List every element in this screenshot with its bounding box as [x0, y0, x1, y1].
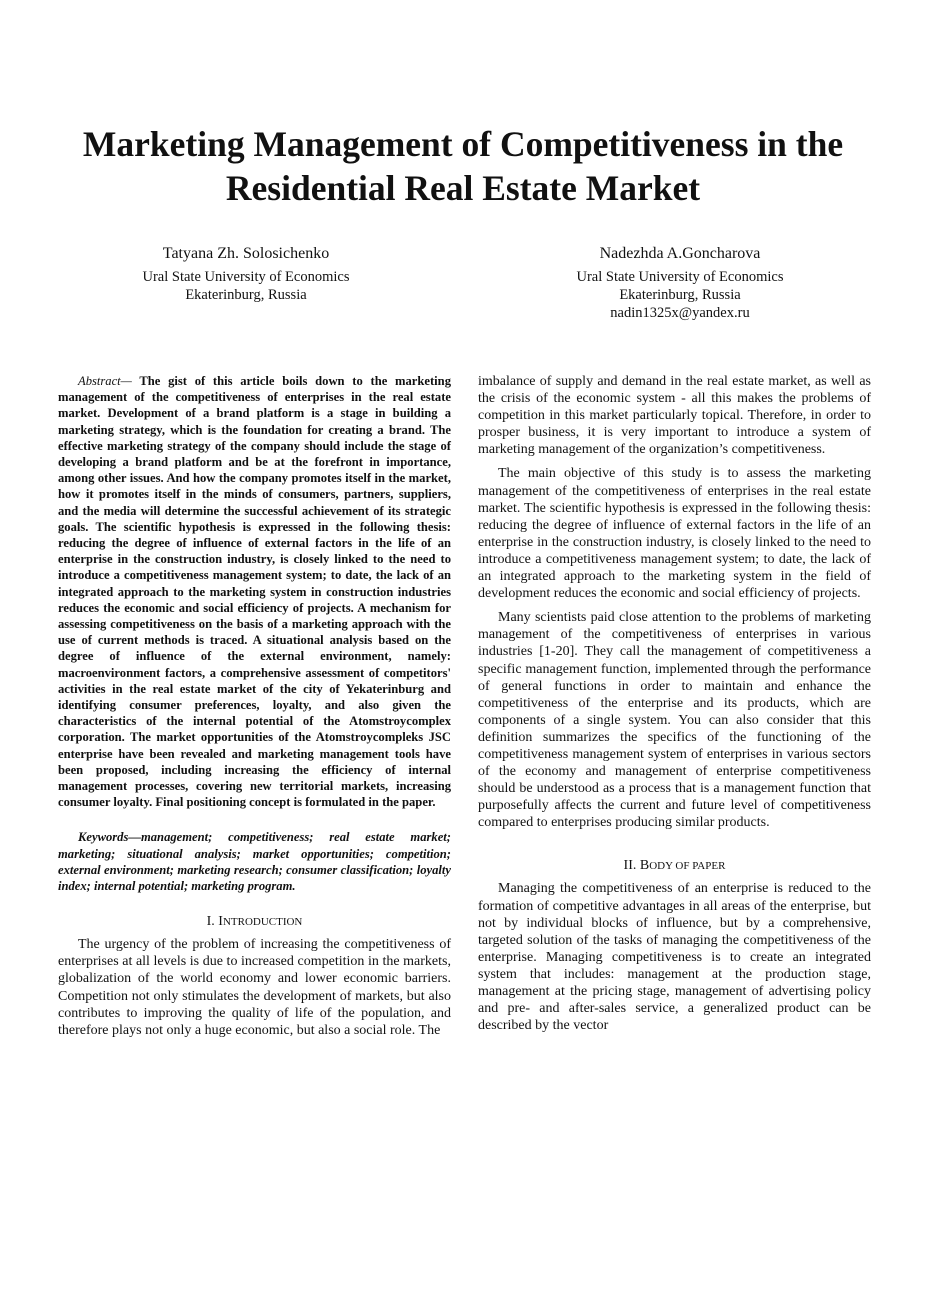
- paragraph: The main objective of this study is to assess the marketing management of the competitiveness of enterprises in the real estate market. The scientific hypothesis is expressed in the following thesis: reducing the degree of influence of external factors in the life of an enterprise in the construction industry, is closely linked to the need to introduce a competitiveness management system; to date, the lack of an integrated approach to the marketing system in the field of development reduces the economic and social efficiency of projects.: [478, 466, 871, 602]
- paragraph: The urgency of the problem of increasing the competitiveness of enterprises at all levels is due to increased competition in the markets, globalization of the world economy and lower economic barriers. Competition not only stimulates the development of markets, but also contributes to improving the quality of life of the population, and therefore plays not only a huge economic, but also a social role. The: [58, 937, 451, 1038]
- author-email[interactable]: nadin1325x@yandex.ru: [610, 305, 750, 321]
- left-column: [58, 373, 451, 1046]
- author-name: Tatyana Zh. Solosichenko: [162, 245, 330, 262]
- author-location: Ekaterinburg, Russia: [185, 287, 307, 303]
- abstract-label: Abstract—: [78, 374, 132, 388]
- keywords: Keywords—management; competitiveness; real estate market; marketing; situational analysis; market opportunities; competition; external environment; marketing research; consumer classification; loyalty index; internal potential; marketing program.: [58, 830, 451, 894]
- abstract: [58, 373, 451, 810]
- abstract-text: The gist of this article boils down to the marketing management of the competitiveness of enterprises in the real estate market. Development of a brand platform is a stage in building a marketing strategy, which is the foundation for creating a brand. The effective marketing strategy of the company should include the stage of developing a brand platform and be at the forefront in importance, among other issues. And how the company promotes itself in the market, how it promotes itself in the minds of consumers, partners, suppliers, and the media will determine the successful achievement of its strategic goals. The scientific hypothesis is expressed in the following thesis: reducing the degree of influence of external factors in the life of an enterprise in the construction industry, is closely linked to the need to introduce a competitiveness management system; to date, the lack of an integrated approach to the marketing system in construction industries reduces the economic and social efficiency of projects. A mechanism for assessing competitiveness on the basis of a marketing approach with the use of current methods is traced. A situational analysis based on the degree of influence of the external environment, namely: macroenvironment factors, a comprehensive assessment of competitors' activities in the real estate market of the city of Yekaterinburg and identifying consumer preferences, loyalty, and also given the characteristics of the internal potential of the Atomstroycomplex corporation. The market opportunities of the Atomstroycompleks JSC enterprise have been revealed and marketing management tools have been proposed, including increasing the efficiency of internal management processes, covering new territorial markets, increasing consumer loyalty. Final positioning concept is formulated in the paper.: [58, 374, 451, 810]
- author-affiliation: Ural State University of Economics: [576, 269, 784, 285]
- right-column: [478, 373, 871, 1041]
- author-block-1: [36, 244, 456, 304]
- section-heading-introduction: I. INTRODUCTION: [206, 914, 303, 930]
- paragraph: imbalance of supply and demand in the real estate market, as well as the crisis of the economic system - all this makes the problems of competition in this market particularly topical. Therefore, in order to prosper business, it is very important to introduce a system of marketing management of the organization’s competitiveness.: [478, 374, 871, 458]
- section-heading-body: II. BODY OF PAPER: [623, 858, 726, 874]
- paragraph: Managing the competitiveness of an enterprise is reduced to the formation of competitive advantages in all areas of the enterprise, but not by individual blocks of influence, but by a comprehensive, targeted solution of the tasks of managing the competitiveness of the enterprise. Managing competitiveness is to create an integrated system that includes: management at the production stage, management at the pricing stage, management of advertising policy and pre- and after-sales service, a generalized product can be described by the vector: [478, 881, 871, 1034]
- author-block-2: [470, 244, 890, 322]
- author-name: Nadezhda A.Goncharova: [599, 245, 761, 262]
- paragraph: Many scientists paid close attention to the problems of marketing management of the competitiveness of enterprises in various industries [1-20]. They call the management of competitiveness a specific management function, implemented through the performance of general functions in order to maintain and enhance the competitiveness of the enterprise and its products, which are components of a single system. You can also consider that this definition summarizes the specifics of the functioning of the competitiveness management system of enterprises in various sectors of the economy and management of enterprise competitiveness should be understood as a process that is a management function that purposefully affects the current and future level of competitiveness compared to enterprises producing similar products.: [478, 610, 871, 831]
- author-location: Ekaterinburg, Russia: [619, 287, 741, 303]
- paper-title: Marketing Management of Competitiveness in the Residential Real Estate Market: [82, 124, 844, 208]
- author-affiliation: Ural State University of Economics: [142, 269, 350, 285]
